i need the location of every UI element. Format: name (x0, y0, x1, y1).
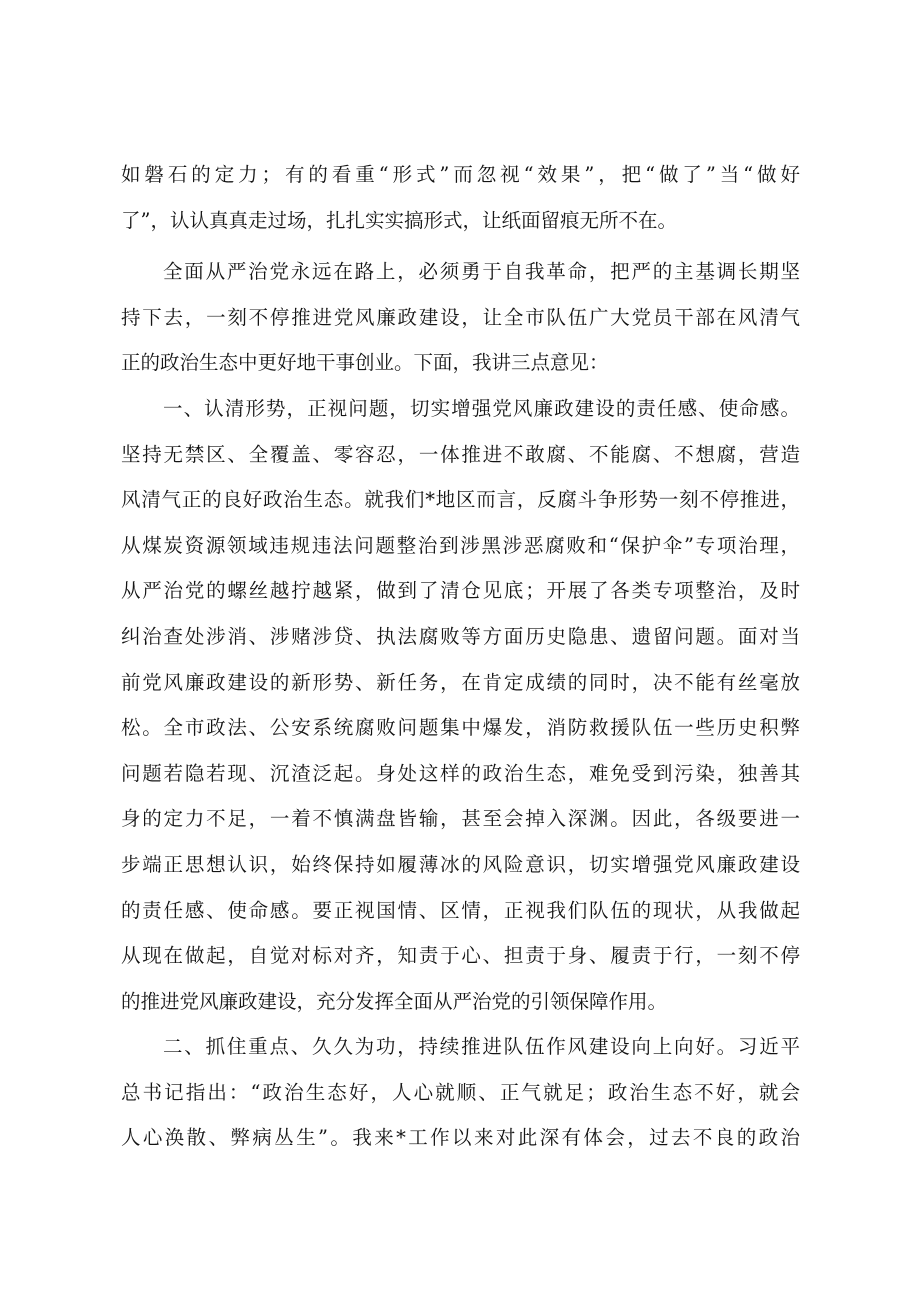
text-line: 总书记指出：“政治生态好，人心就顺、正气就足；政治生态不好，就会 (121, 1080, 800, 1104)
text-line: 正的政治生态中更好地干事创业。下面，我讲三点意见： (121, 351, 609, 375)
text-line: 坚持无禁区、全覆盖、零容忍，一体推进不敢腐、不能腐、不想腐，营造 (121, 442, 800, 466)
text-line: 从严治党的螺丝越拧越紧，做到了清仓见底；开展了各类专项整治，及时 (121, 579, 800, 603)
text-line: 的推进党风廉政建设，充分发挥全面从严治党的引领保障作用。 (121, 989, 668, 1013)
text-line: 风清气正的良好政治生态。就我们*地区而言，反腐斗争形势一刻不停推进， (121, 488, 800, 512)
text-line: 问题若隐若现、沉渣泛起。身处这样的政治生态，难免受到污染，独善其 (121, 761, 800, 785)
text-line: 的责任感、使命感。要正视国情、区情，正视我们队伍的现状，从我做起 (121, 898, 800, 922)
text-line: 前党风廉政建设的新形势、新任务，在肯定成绩的同时，决不能有丝毫放 (121, 670, 800, 694)
text-line: 步端正思想认识，始终保持如履薄冰的风险意识，切实增强党风廉政建设 (121, 852, 800, 876)
text-line: 如磐石的定力；有的看重“形式”而忽视“效果”，把“做了”当“做好 (121, 163, 800, 186)
text-line: 从煤炭资源领域违规违法问题整治到涉黑涉恶腐败和“保护伞”专项治理， (121, 533, 800, 557)
text-line: 持下去，一刻不停推进党风廉政建设，让全市队伍广大党员干部在风清气 (121, 305, 800, 329)
text-line: 了”，认认真真走过场，扎扎实实搞形式，让纸面留痕无所不在。 (121, 208, 677, 232)
text-line: 全面从严治党永远在路上，必须勇于自我革命，把严的主基调长期坚 (163, 260, 800, 284)
text-line: 纠治查处涉消、涉赌涉贷、执法腐败等方面历史隐患、遗留问题。面对当 (121, 624, 800, 648)
text-line: 身的定力不足，一着不慎满盘皆输，甚至会掉入深渊。因此，各级要进一 (121, 807, 800, 831)
text-line: 人心涣散、弊病丛生”。我来*工作以来对此深有体会，过去不良的政治 (121, 1126, 800, 1150)
text-line: 松。全市政法、公安系统腐败问题集中爆发，消防救援队伍一些历史积弊 (121, 716, 800, 740)
document-body (121, 152, 800, 1161)
section-heading-2: 二、抓住重点、久久为功，持续推进队伍作风建设向上向好。习近平 (163, 1035, 800, 1059)
text-line: 从现在做起，自觉对标对齐，知责于心、担责于身、履责于行，一刻不停 (121, 944, 800, 968)
section-heading-1: 一、认清形势，正视问题，切实增强党风廉政建设的责任感、使命感。 (163, 396, 800, 420)
